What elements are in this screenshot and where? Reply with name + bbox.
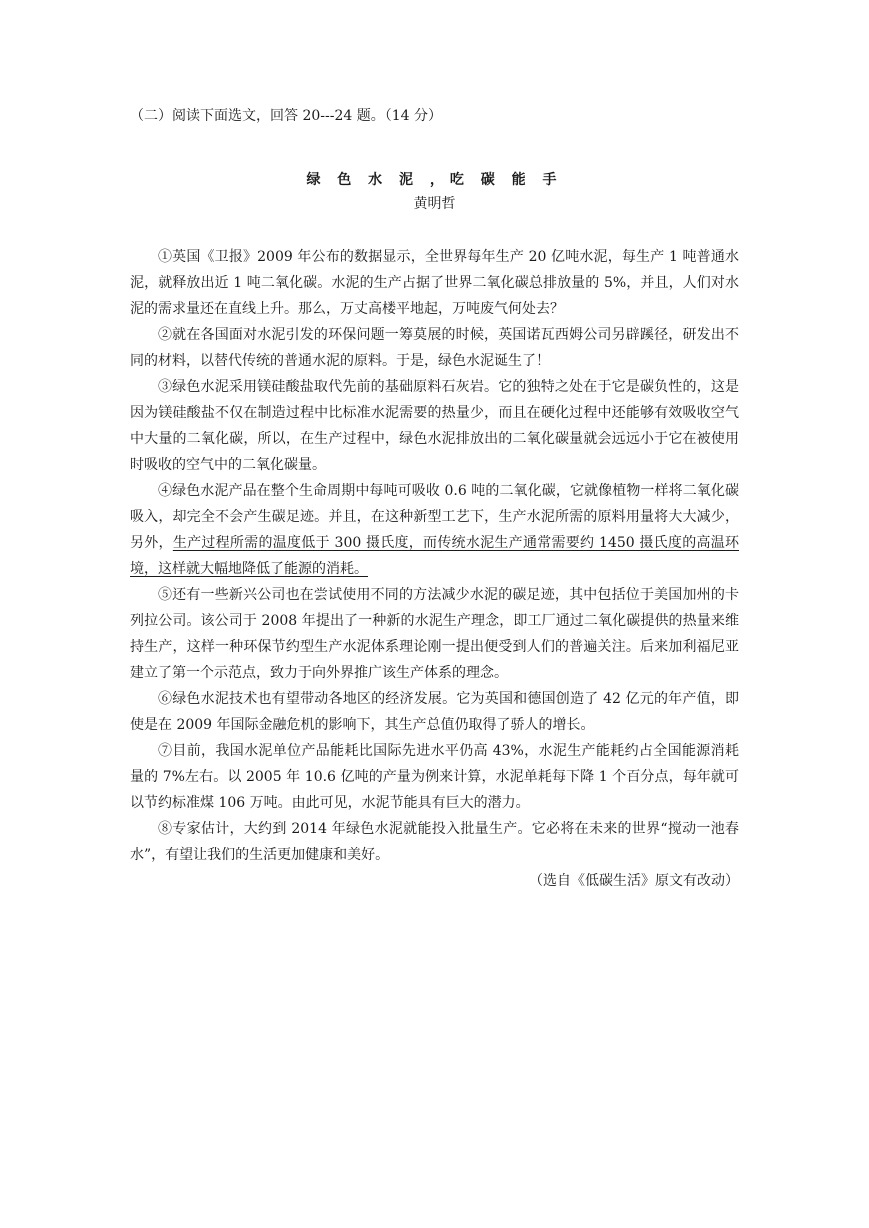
paragraph-6 <box>130 686 739 738</box>
article-source: （选自《低碳生活》原文有改动） <box>529 873 739 889</box>
underlined-sentence: 生产过程所需的温度低于 300 摄氏度，而传统水泥生产通常需要约 1450 摄氏度的高温环境，这样就大幅地降低了能源的消耗。 <box>130 535 740 577</box>
paragraph-4 <box>130 478 739 582</box>
paragraph-text: ②就在各国面对水泥引发的环保问题一筹莫展的时候，英国诺瓦西姆公司另辟蹊径，研发出不同的材料，以替代传统的普通水泥的原料。于是，绿色水泥诞生了！ <box>130 327 739 369</box>
paragraph-5 <box>130 582 739 686</box>
paragraph-1 <box>130 244 739 322</box>
paragraph-2 <box>130 322 739 374</box>
paragraph-3 <box>130 374 739 478</box>
paragraph-text: ③绿色水泥采用镁硅酸盐取代先前的基础原料石灰岩。它的独特之处在于它是碳负性的，这是因为镁硅酸盐不仅在制造过程中比标准水泥需要的热量少，而且在硬化过程中还能够有效吸收空气中大量的二氧化碳，所以，在生产过程中，绿色水泥排放出的二氧化碳量就会远远小于它在被使用时吸收的空气中的二氧化碳量。 <box>130 379 739 473</box>
paragraph-text: ④绿色水泥产品在整个生命周期中每吨可吸收 0.6 吨的二氧化碳，它就像植物一样将二氧化碳吸入，却完全不会产生碳足迹。并且，在这种新型工艺下，生产水泥所需的原料用量将大大减少，另外， <box>130 483 739 551</box>
section-heading: （二）阅读下面选文，回答 20---24 题。（14 分） <box>130 108 442 124</box>
article-title: 绿 色 水 泥 ，吃 碳 能 手 <box>306 172 563 188</box>
paragraph-7 <box>130 738 739 816</box>
paragraph-text: ⑧专家估计，大约到 2014 年绿色水泥就能投入批量生产。它必将在未来的世界“搅动一池春水”，有望让我们的生活更加健康和美好。 <box>130 821 739 863</box>
paragraph-text: ⑤还有一些新兴公司也在尝试使用不同的方法减少水泥的碳足迹，其中包括位于美国加州的卡列拉公司。该公司于 2008 年提出了一种新的水泥生产理念，即工厂通过二氧化碳提供的热量来维持生产，这样一种环保节约型生产水泥体系理论刚一提出便受到人们的普遍关注。后来加利福尼亚建立了第一个示范点，致力于向外界推广该生产体系的理念。 <box>130 587 739 681</box>
paragraph-text: ①英国《卫报》2009 年公布的数据显示，全世界每年生产 20 亿吨水泥，每生产 1 吨普通水泥，就释放出近 1 吨二氧化碳。水泥的生产占据了世界二氧化碳总排放量的 5%，并且，人们对水泥的需求量还在直线上升。那么，万丈高楼平地起，万吨废气何处去？ <box>130 249 739 317</box>
paragraph-text: ⑦目前，我国水泥单位产品能耗比国际先进水平仍高 43%，水泥生产能耗约占全国能源消耗量的 7%左右。以 2005 年 10.6 亿吨的产量为例来计算，水泥单耗每下降 1 个百分点，每年就可以节约标准煤 106 万吨。由此可见，水泥节能具有巨大的潜力。 <box>130 743 739 811</box>
paragraph-8 <box>130 816 739 868</box>
paragraph-text: ⑥绿色水泥技术也有望带动各地区的经济发展。它为英国和德国创造了 42 亿元的年产值，即使是在 2009 年国际金融危机的影响下，其生产总值仍取得了骄人的增长。 <box>130 691 739 733</box>
article-author: 黄明哲 <box>413 196 456 212</box>
